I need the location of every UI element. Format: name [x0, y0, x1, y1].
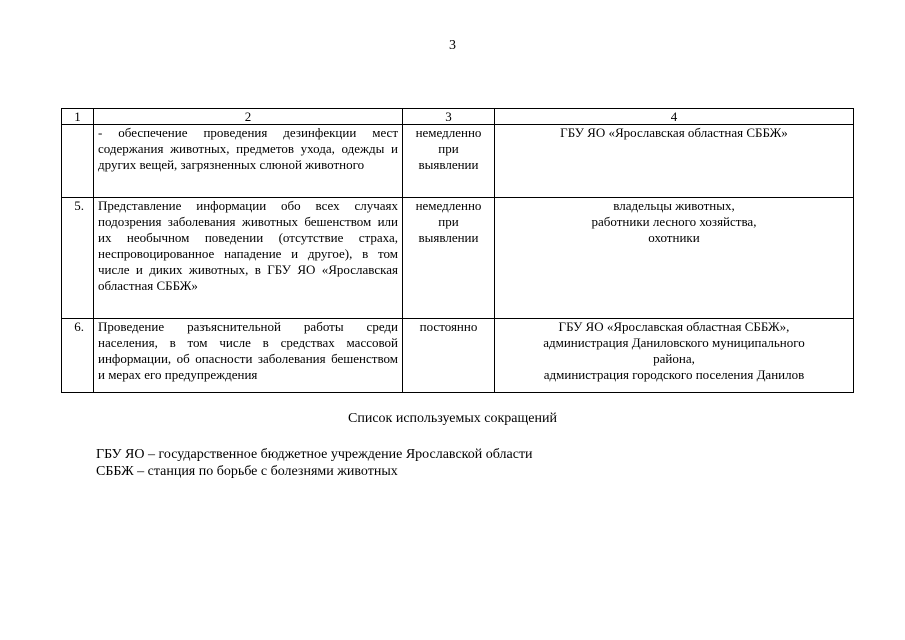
deadline-line: постоянно — [419, 319, 478, 334]
deadline-line: при — [438, 214, 459, 229]
deadline-line: немедленно — [415, 198, 482, 213]
responsible-line: охотники — [648, 230, 700, 245]
table-row — [62, 198, 854, 319]
row-description: Представление информации обо всех случаях подозрения заболевания животных бешенством или их необычном поведении (отсутствие страха, неспровоцированное нападение и другое), в том числе и диких животных, в ГБУ ЯО «Ярославская областная СББЖ» — [94, 198, 403, 319]
page-number: 3 — [449, 38, 456, 53]
abbreviations-list — [96, 446, 533, 480]
row-deadline — [403, 319, 495, 393]
responsible-line: администрация городского поселения Данилов — [543, 367, 805, 382]
responsible-line: администрация Даниловского муниципального — [543, 335, 805, 350]
row-responsible — [495, 319, 854, 393]
row-responsible — [495, 125, 854, 198]
header-cell: 3 — [403, 109, 495, 125]
header-cell: 2 — [94, 109, 403, 125]
responsible-line: владельцы животных, — [613, 198, 735, 213]
table-row — [62, 125, 854, 198]
row-description: Проведение разъяснительной работы среди населения, в том числе в средствах массовой информации, об опасности заболевания бешенством и мерах его предупреждения — [94, 319, 403, 393]
row-deadline — [403, 125, 495, 198]
measures-table — [61, 108, 854, 393]
row-responsible — [495, 198, 854, 319]
deadline-line: выявлении — [418, 230, 479, 245]
row-description: - обеспечение проведения дезинфекции мест содержания животных, предметов ухода, одежды и других вещей, загрязненных слюной животного — [94, 125, 403, 198]
deadline-line: при — [438, 141, 459, 156]
responsible-line: района, — [653, 351, 695, 366]
header-cell: 4 — [495, 109, 854, 125]
responsible-line: ГБУ ЯО «Ярославская областная СББЖ», — [558, 319, 790, 334]
row-number: 6. — [62, 319, 94, 393]
abbreviation-item: СББЖ – станция по борьбе с болезнями животных — [96, 464, 398, 479]
table-row — [62, 319, 854, 393]
responsible-line: работники лесного хозяйства, — [591, 214, 757, 229]
responsible-line: ГБУ ЯО «Ярославская областная СББЖ» — [560, 125, 788, 140]
abbreviations-title: Список используемых сокращений — [348, 411, 557, 426]
deadline-line: немедленно — [415, 125, 482, 140]
table-header-row — [62, 109, 854, 125]
row-number — [62, 125, 94, 198]
header-cell: 1 — [62, 109, 94, 125]
row-number: 5. — [62, 198, 94, 319]
deadline-line: выявлении — [418, 157, 479, 172]
abbreviation-item: ГБУ ЯО – государственное бюджетное учреждение Ярославской области — [96, 447, 533, 462]
row-deadline — [403, 198, 495, 319]
